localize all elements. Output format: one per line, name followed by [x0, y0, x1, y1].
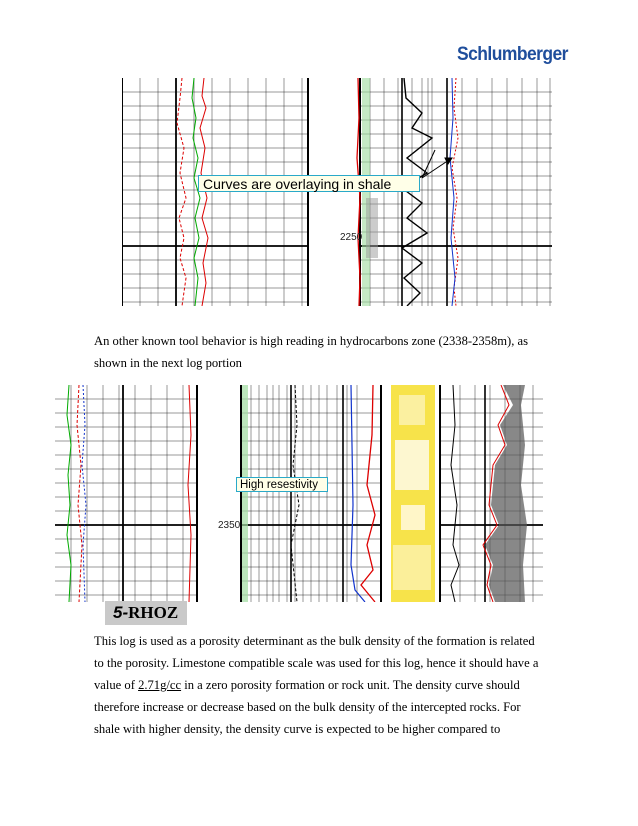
depth-label-bottom: 2350	[218, 520, 241, 531]
paragraph-text: value of	[94, 678, 139, 692]
section-number: 5-	[113, 603, 129, 622]
schlumberger-logo: Schlumberger	[457, 44, 568, 65]
paragraph-line: An other known tool behavior is high reading in hydrocarbons zone (2338-2358m), as	[94, 334, 529, 348]
paragraph-line: shown in the next log portion	[94, 356, 242, 370]
paragraph-line: therefore increase or decrease based on the bulk density of the intercepted rocks. For	[94, 700, 521, 714]
paragraph-line: This log is used as a porosity determinant as the bulk density of the formation is related	[94, 634, 535, 648]
paragraph-line: shale with higher density, the density curve is expected to be higher compared to	[94, 722, 501, 736]
section-heading	[105, 601, 187, 625]
callout-curves-overlaying: Curves are overlaying in shale	[198, 175, 420, 192]
paragraph-hydrocarbon	[94, 330, 528, 374]
paragraph-rhoz	[94, 630, 538, 740]
section-title: RHOZ	[128, 603, 179, 622]
paragraph-text: in a zero porosity formation or rock unit. The density curve should	[181, 678, 520, 692]
paragraph-line: to the porosity. Limestone compatible scale was used for this log, hence it should have a	[94, 656, 539, 670]
depth-label-top: 2250	[340, 232, 363, 243]
callout-high-resistivity: High resestivity	[236, 477, 328, 492]
well-log-figure-bottom	[55, 385, 543, 602]
paragraph-line	[94, 678, 520, 692]
density-value-link[interactable]: 2.71g/cc	[138, 678, 182, 692]
